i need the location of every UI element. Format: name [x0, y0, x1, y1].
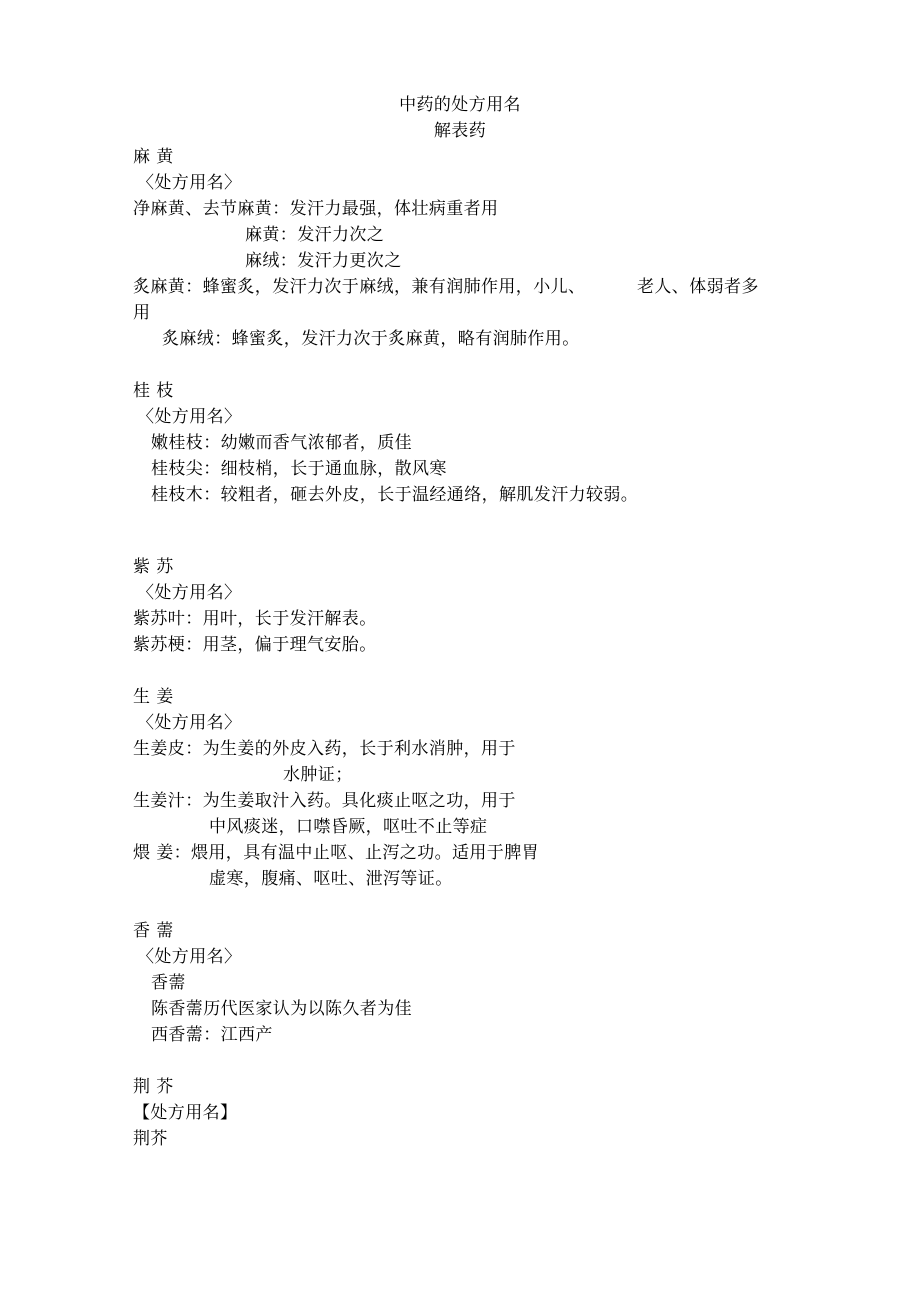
herb-heading-mahuang: 麻 黄 [133, 147, 174, 167]
prescription-label: 〈处方用名〉 [137, 713, 242, 733]
entry-line: 中风痰迷，口噤昏厥，呕吐不止等症 [209, 817, 488, 837]
entry-line: 煨 姜：煨用，具有温中止呕、止泻之功。适用于脾胃 [133, 843, 540, 863]
entry-line: 桂枝木：较粗者，砸去外皮，长于温经通络，解肌发汗力较弱。 [151, 485, 639, 505]
entry-line: 西香薷：江西产 [151, 1025, 273, 1045]
entry-line: 炙麻黄：蜂蜜炙，发汗力次于麻绒，兼有润肺作用，小儿、 [133, 277, 586, 297]
herb-heading-zisu: 紫 苏 [133, 557, 174, 577]
prescription-label: 〈处方用名〉 [137, 583, 242, 603]
herb-heading-guizhi: 桂 枝 [133, 381, 174, 401]
entry-line: 生姜皮：为生姜的外皮入药，长于利水消肿，用于 [133, 739, 516, 759]
entry-line: 虚寒，腹痛、呕吐、泄泻等证。 [209, 869, 453, 889]
entry-line: 香薷 [151, 973, 186, 993]
entry-line: 陈香薷历代医家认为以陈久者为佳 [151, 999, 412, 1019]
herb-heading-shengjiang: 生 姜 [133, 687, 174, 707]
entry-line: 嫩桂枝：幼嫩而香气浓郁者，质佳 [151, 433, 412, 453]
entry-line: 生姜汁：为生姜取汁入药。具化痰止呕之功，用于 [133, 791, 516, 811]
entry-line: 麻绒：发汗力更次之 [245, 251, 402, 271]
entry-line: 麻黄：发汗力次之 [245, 225, 385, 245]
prescription-label: 〈处方用名〉 [137, 947, 242, 967]
prescription-label: 〈处方用名〉 [137, 173, 242, 193]
entry-line: 紫苏梗：用茎，偏于理气安胎。 [133, 635, 377, 655]
entry-line: 净麻黄、去节麻黄：发汗力最强，体壮病重者用 [133, 199, 499, 219]
herb-heading-jingjie: 荆 芥 [133, 1077, 174, 1097]
document-subtitle: 解表药 [433, 121, 487, 141]
entry-line: 水肿证； [283, 765, 353, 785]
prescription-label: 〈处方用名〉 [137, 407, 242, 427]
entry-line: 荆芥 [133, 1129, 168, 1149]
entry-line: 桂枝尖：细枝梢，长于通血脉，散风寒 [151, 459, 447, 479]
entry-line: 炙麻绒：蜂蜜炙，发汗力次于炙麻黄，略有润肺作用。 [162, 329, 580, 349]
entry-line: 老人、体弱者多 [637, 277, 759, 297]
document-title: 中药的处方用名 [399, 95, 521, 115]
entry-line: 用 [133, 303, 151, 323]
entry-line: 紫苏叶：用叶，长于发汗解表。 [133, 609, 377, 629]
herb-heading-xiangru: 香 薷 [133, 921, 174, 941]
prescription-label: 【处方用名】 [133, 1103, 238, 1123]
